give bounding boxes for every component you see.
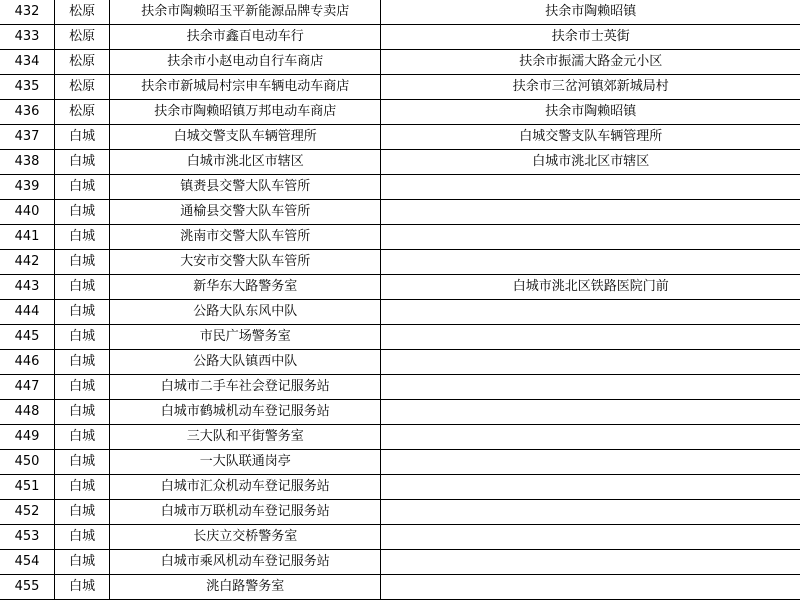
station-name-cell: 白城市汇众机动车登记服务站 <box>110 475 381 500</box>
address-cell: 扶余市陶赖昭镇 <box>381 100 800 125</box>
city-cell: 白城 <box>55 425 110 450</box>
station-name-cell: 扶余市鑫百电动车行 <box>110 25 381 50</box>
row-number-cell: 451 <box>0 475 55 500</box>
station-name-cell: 白城市二手车社会登记服务站 <box>110 375 381 400</box>
address-cell <box>381 525 800 550</box>
station-name-cell: 三大队和平街警务室 <box>110 425 381 450</box>
city-cell: 白城 <box>55 300 110 325</box>
row-number-cell: 432 <box>0 0 55 25</box>
city-cell: 白城 <box>55 225 110 250</box>
address-cell <box>381 350 800 375</box>
address-cell <box>381 575 800 600</box>
city-cell: 松原 <box>55 75 110 100</box>
address-cell <box>381 200 800 225</box>
address-cell: 白城市洮北区铁路医院门前 <box>381 275 800 300</box>
table-row <box>0 125 800 150</box>
row-number-cell: 454 <box>0 550 55 575</box>
row-number-cell: 437 <box>0 125 55 150</box>
city-cell: 白城 <box>55 525 110 550</box>
row-number-cell: 433 <box>0 25 55 50</box>
table-row <box>0 300 800 325</box>
city-cell: 松原 <box>55 50 110 75</box>
row-number-cell: 450 <box>0 450 55 475</box>
address-cell <box>381 175 800 200</box>
station-name-cell: 白城市万联机动车登记服务站 <box>110 500 381 525</box>
city-cell: 白城 <box>55 350 110 375</box>
row-number-cell: 441 <box>0 225 55 250</box>
address-cell <box>381 250 800 275</box>
city-cell: 白城 <box>55 275 110 300</box>
station-name-cell: 一大队联通岗亭 <box>110 450 381 475</box>
station-name-cell: 大安市交警大队车管所 <box>110 250 381 275</box>
address-cell <box>381 325 800 350</box>
row-number-cell: 453 <box>0 525 55 550</box>
row-number-cell: 447 <box>0 375 55 400</box>
address-cell <box>381 425 800 450</box>
city-cell: 白城 <box>55 475 110 500</box>
table-row <box>0 50 800 75</box>
station-name-cell: 扶余市陶赖昭玉平新能源品牌专卖店 <box>110 0 381 25</box>
table-row <box>0 0 800 25</box>
table-row <box>0 225 800 250</box>
city-cell: 白城 <box>55 200 110 225</box>
address-cell: 扶余市陶赖昭镇 <box>381 0 800 25</box>
station-name-cell: 白城市鹤城机动车登记服务站 <box>110 400 381 425</box>
station-name-cell: 市民广场警务室 <box>110 325 381 350</box>
address-cell <box>381 475 800 500</box>
city-cell: 松原 <box>55 25 110 50</box>
row-number-cell: 436 <box>0 100 55 125</box>
table-row <box>0 25 800 50</box>
station-name-cell: 通榆县交警大队车管所 <box>110 200 381 225</box>
station-name-cell: 白城交警支队车辆管理所 <box>110 125 381 150</box>
table-row <box>0 575 800 600</box>
table-row <box>0 350 800 375</box>
table-row <box>0 550 800 575</box>
table-row <box>0 525 800 550</box>
city-cell: 松原 <box>55 0 110 25</box>
city-cell: 白城 <box>55 450 110 475</box>
station-name-cell: 扶余市小赵电动自行车商店 <box>110 50 381 75</box>
table-row <box>0 375 800 400</box>
city-cell: 白城 <box>55 500 110 525</box>
city-cell: 白城 <box>55 250 110 275</box>
row-number-cell: 434 <box>0 50 55 75</box>
city-cell: 白城 <box>55 550 110 575</box>
table-row <box>0 100 800 125</box>
address-cell <box>381 500 800 525</box>
row-number-cell: 445 <box>0 325 55 350</box>
row-number-cell: 455 <box>0 575 55 600</box>
city-cell: 白城 <box>55 325 110 350</box>
station-name-cell: 洮白路警务室 <box>110 575 381 600</box>
address-cell <box>381 400 800 425</box>
station-name-cell: 白城市洮北区市辖区 <box>110 150 381 175</box>
table-row <box>0 275 800 300</box>
row-number-cell: 446 <box>0 350 55 375</box>
address-cell: 扶余市士英街 <box>381 25 800 50</box>
address-cell: 白城市洮北区市辖区 <box>381 150 800 175</box>
station-name-cell: 镇赉县交警大队车管所 <box>110 175 381 200</box>
address-cell <box>381 225 800 250</box>
row-number-cell: 442 <box>0 250 55 275</box>
station-name-cell: 扶余市陶赖昭镇万邦电动车商店 <box>110 100 381 125</box>
row-number-cell: 439 <box>0 175 55 200</box>
station-name-cell: 白城市乘风机动车登记服务站 <box>110 550 381 575</box>
station-name-cell: 洮南市交警大队车管所 <box>110 225 381 250</box>
address-cell <box>381 300 800 325</box>
row-number-cell: 449 <box>0 425 55 450</box>
row-number-cell: 444 <box>0 300 55 325</box>
table-row <box>0 325 800 350</box>
row-number-cell: 440 <box>0 200 55 225</box>
table-row <box>0 450 800 475</box>
row-number-cell: 452 <box>0 500 55 525</box>
address-cell: 白城交警支队车辆管理所 <box>381 125 800 150</box>
station-name-cell: 扶余市新城局村宗申车辆电动车商店 <box>110 75 381 100</box>
address-cell: 扶余市振濡大路金元小区 <box>381 50 800 75</box>
address-cell <box>381 450 800 475</box>
row-number-cell: 438 <box>0 150 55 175</box>
table-row <box>0 425 800 450</box>
table-row <box>0 150 800 175</box>
city-cell: 松原 <box>55 100 110 125</box>
table-row <box>0 500 800 525</box>
city-cell: 白城 <box>55 175 110 200</box>
row-number-cell: 435 <box>0 75 55 100</box>
table-row <box>0 75 800 100</box>
address-cell: 扶余市三岔河镇郊新城局村 <box>381 75 800 100</box>
table-row <box>0 175 800 200</box>
city-cell: 白城 <box>55 125 110 150</box>
table-row <box>0 475 800 500</box>
address-cell <box>381 375 800 400</box>
city-cell: 白城 <box>55 575 110 600</box>
row-number-cell: 443 <box>0 275 55 300</box>
address-cell <box>381 550 800 575</box>
city-cell: 白城 <box>55 375 110 400</box>
station-name-cell: 长庆立交桥警务室 <box>110 525 381 550</box>
station-name-cell: 新华东大路警务室 <box>110 275 381 300</box>
table-row <box>0 200 800 225</box>
city-cell: 白城 <box>55 150 110 175</box>
table-row <box>0 250 800 275</box>
city-cell: 白城 <box>55 400 110 425</box>
table-row <box>0 400 800 425</box>
station-name-cell: 公路大队东风中队 <box>110 300 381 325</box>
row-number-cell: 448 <box>0 400 55 425</box>
station-name-cell: 公路大队镇西中队 <box>110 350 381 375</box>
